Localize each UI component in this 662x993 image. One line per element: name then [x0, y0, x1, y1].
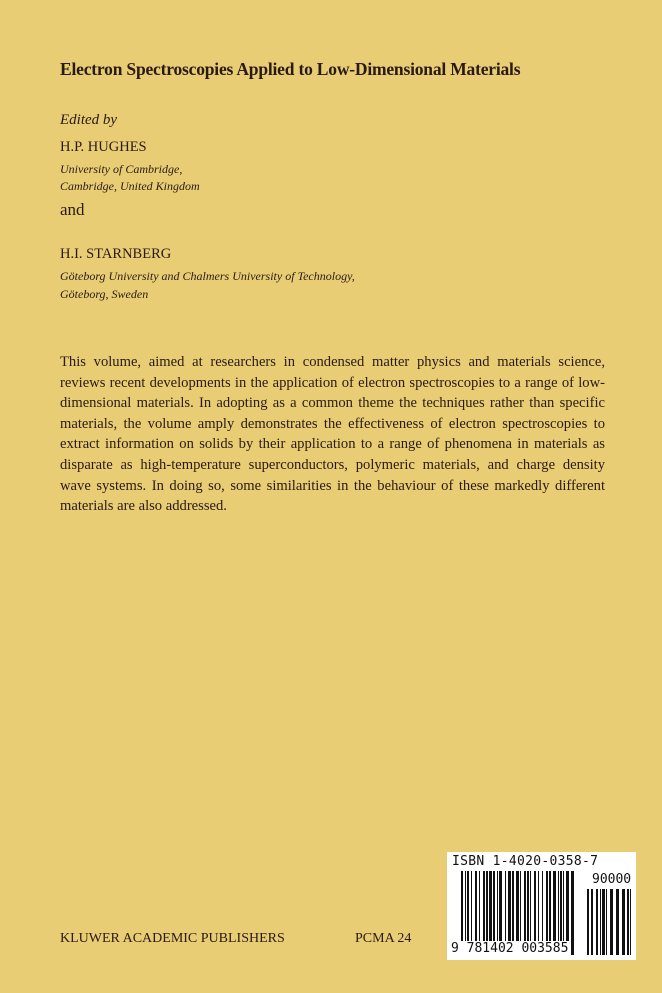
editor-affiliation: Cambridge, United Kingdom	[60, 179, 200, 193]
barcode-bar	[622, 889, 625, 955]
ean-code: 9 781402 003585	[451, 941, 569, 956]
barcode-bar	[600, 889, 601, 955]
barcode-bar	[571, 871, 574, 955]
publisher-name: KLUWER ACADEMIC PUBLISHERS	[60, 931, 285, 946]
editor-affiliation: Göteborg, Sweden	[60, 287, 149, 301]
description-line: dimensional materials. In adopting as a common theme the techniques rather than specific	[60, 395, 605, 412]
description-line: disparate as high-temperature superconductors, polymeric materials, and charge density	[60, 456, 605, 473]
barcode-bar	[627, 889, 629, 955]
description-line: This volume, aimed at researchers in condensed matter physics and materials science,	[60, 354, 605, 370]
and-label: and	[60, 200, 85, 219]
description-line: materials, the volume amply demonstrates the effectiveness of electron spectroscopies to	[60, 415, 605, 432]
isbn-barcode	[447, 852, 636, 960]
description-line: wave systems. In doing so, some similarities in the behaviour of these markedly different	[60, 477, 605, 494]
description-line: materials are also addressed.	[60, 498, 227, 515]
isbn-text: ISBN 1-4020-0358-7	[452, 854, 599, 869]
editor-affiliation: Göteborg University and Chalmers University of Technology,	[60, 269, 355, 283]
barcode-bar	[606, 889, 607, 955]
description-line: extract information on solids by their application to a range of phenomena in materials as	[60, 436, 605, 453]
editor-name: H.P. HUGHES	[60, 139, 147, 155]
barcode-bar	[591, 889, 593, 955]
barcode-bar	[602, 889, 605, 955]
book-title: Electron Spectroscopies Applied to Low-Dimensional Materials	[60, 59, 521, 79]
barcode-bar	[630, 889, 631, 955]
addon-code: 90000	[592, 872, 632, 887]
barcode-bar	[610, 889, 613, 955]
editor-affiliation: University of Cambridge,	[60, 162, 183, 176]
series-number: PCMA 24	[355, 931, 412, 946]
description	[60, 352, 605, 517]
editor-name: H.I. STARNBERG	[60, 246, 172, 262]
barcode-bar	[596, 889, 598, 955]
barcode-bar	[587, 889, 589, 955]
description-line: reviews recent developments in the application of electron spectroscopies to a range of low-	[60, 374, 605, 391]
edited-by-label: Edited by	[60, 112, 118, 128]
barcode-bar	[616, 889, 619, 955]
